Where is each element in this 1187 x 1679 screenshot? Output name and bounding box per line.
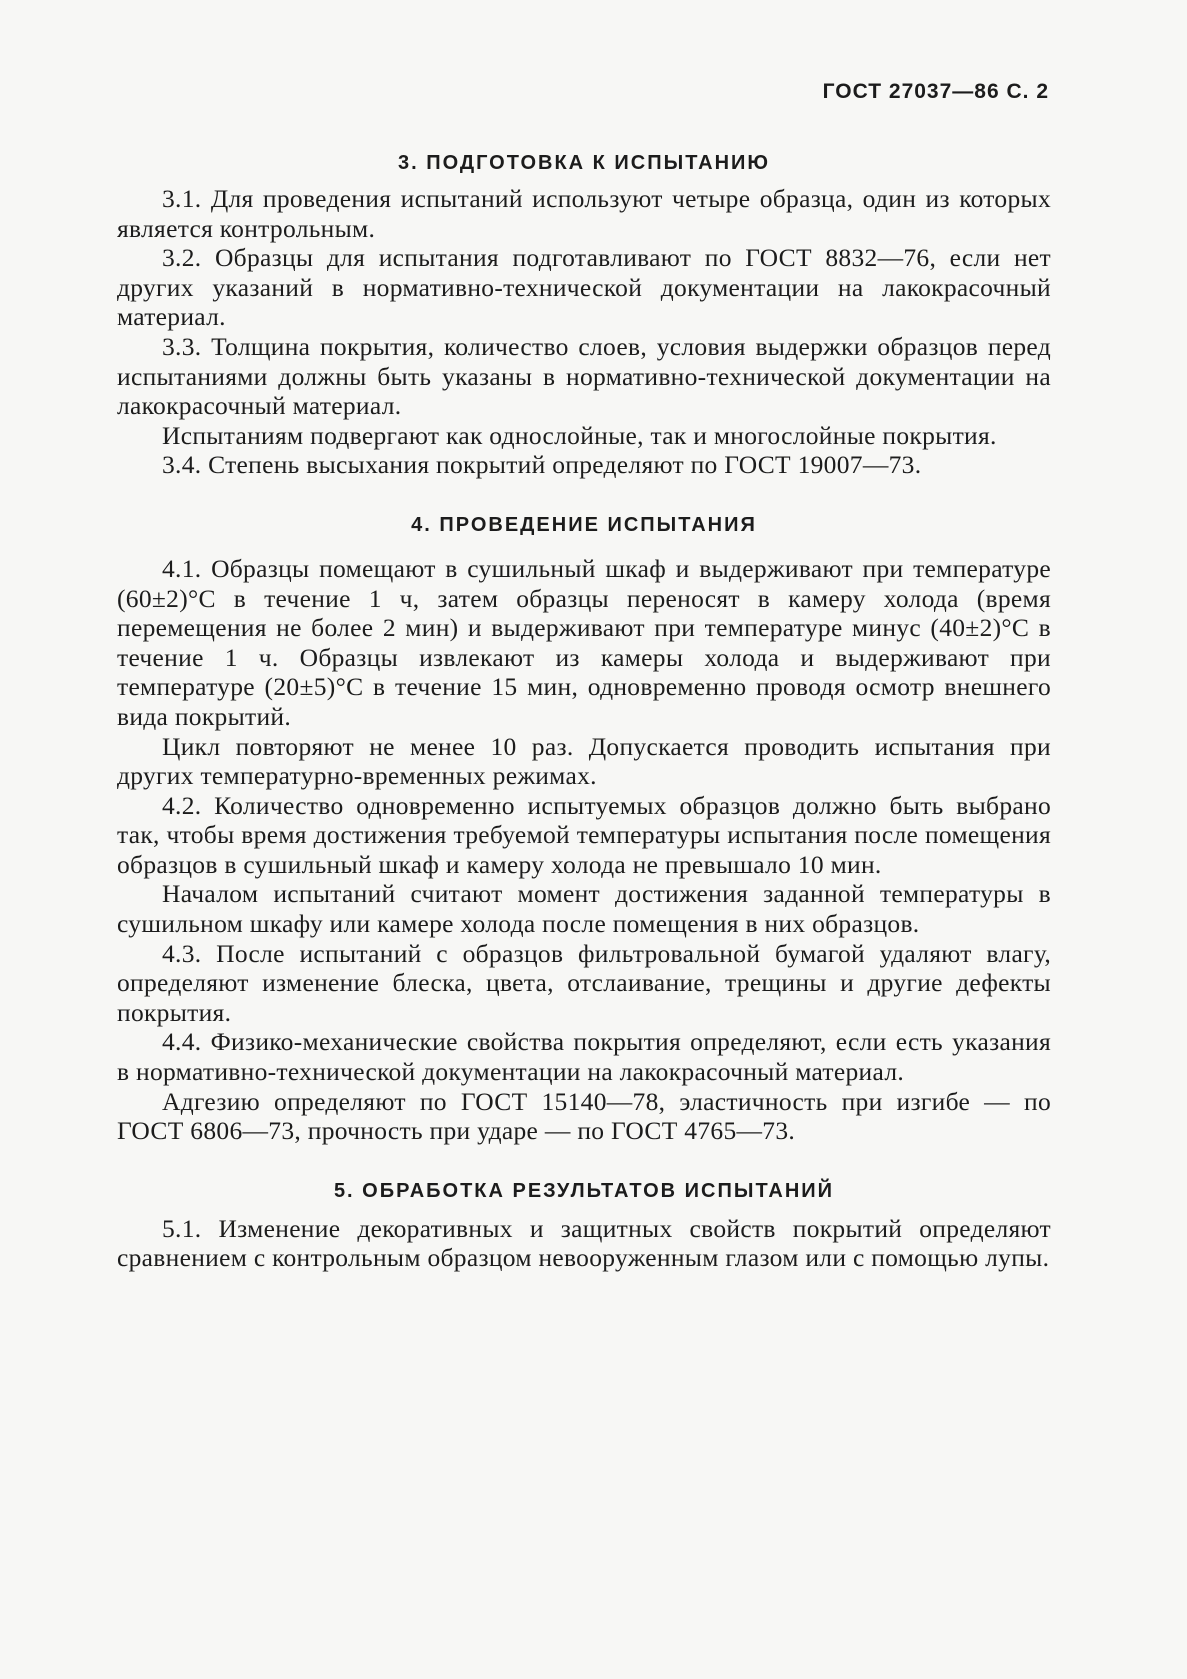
paragraph: 5.1. Изменение декоративных и защитных свойств покрытий определяют сравнением с контрольным образцом невооруженным глазом или с помощью лупы. (117, 1213, 1051, 1273)
page-header-doc-ref: ГОСТ 27037—86 С. 2 (822, 80, 1049, 103)
section-3 (117, 148, 1051, 480)
paragraph: Адгезию определяют по ГОСТ 15140—78, эластичность при изгибе — по ГОСТ 6806—73, прочность при ударе — по ГОСТ 4765—73. (117, 1086, 1051, 1146)
section-title: 4. ПРОВЕДЕНИЕ ИСПЫТАНИЯ (411, 513, 757, 536)
paragraph: 3.2. Образцы для испытания подготавливают по ГОСТ 8832—76, если нет других указаний в нормативно-технической документации на лакокрасочный материал. (117, 243, 1051, 332)
paragraph: Цикл повторяют не менее 10 раз. Допускается проводить испытания при других температурно-временных режимах. (117, 731, 1051, 791)
paragraph: 4.1. Образцы помещают в сушильный шкаф и выдерживают при температуре (60±2)°С в течение 1 ч, затем образцы переносят в камеру холода (время перемещения не более 2 мин) и выдерживают при температуре минус (40±2)°С в течение 1 ч. Образцы извлекают из камеры холода и выдерживают при температуре (20±5)°С в течение 15 мин, одновременно проводя осмотр внешнего вида покрытий. (117, 553, 1051, 731)
paragraph: 4.2. Количество одновременно испытуемых образцов должно быть выбрано так, чтобы время достижения требуемой температуры испытания после помещения образцов в сушильный шкаф и камеру холода не превышало 10 мин. (117, 790, 1051, 879)
section-title: 5. ОБРАБОТКА РЕЗУЛЬТАТОВ ИСПЫТАНИЙ (333, 1179, 835, 1202)
paragraph: 3.4. Степень высыхания покрытий определяют по ГОСТ 19007—73. (162, 450, 922, 480)
paragraph: 4.3. После испытаний с образцов фильтровальной бумагой удаляют влагу, определяют изменение блеска, цвета, отслаивание, трещины и другие дефекты покрытия. (117, 938, 1051, 1027)
section-4 (117, 510, 1051, 1146)
section-5 (117, 1176, 1051, 1273)
document-body (117, 148, 1051, 1273)
paragraph: 4.4. Физико-механические свойства покрытия определяют, если есть указания в нормативно-технической документации на лакокрасочный материал. (117, 1027, 1051, 1087)
section-title: 3. ПОДГОТОВКА К ИСПЫТАНИЮ (397, 152, 771, 174)
paragraph: Испытаниям подвергают как однослойные, так и многослойные покрытия. (162, 420, 997, 450)
paragraph: Началом испытаний считают момент достижения заданной температуры в сушильном шкафу или камере холода после помещения в них образцов. (117, 879, 1051, 939)
paragraph: 3.3. Толщина покрытия, количество слоев, условия выдержки образцов перед испытаниями должны быть указаны в нормативно-технической документации на лакокрасочный материал. (117, 331, 1051, 421)
paragraph: 3.1. Для проведения испытаний используют четыре образца, один из которых является контрольным. (117, 184, 1051, 243)
